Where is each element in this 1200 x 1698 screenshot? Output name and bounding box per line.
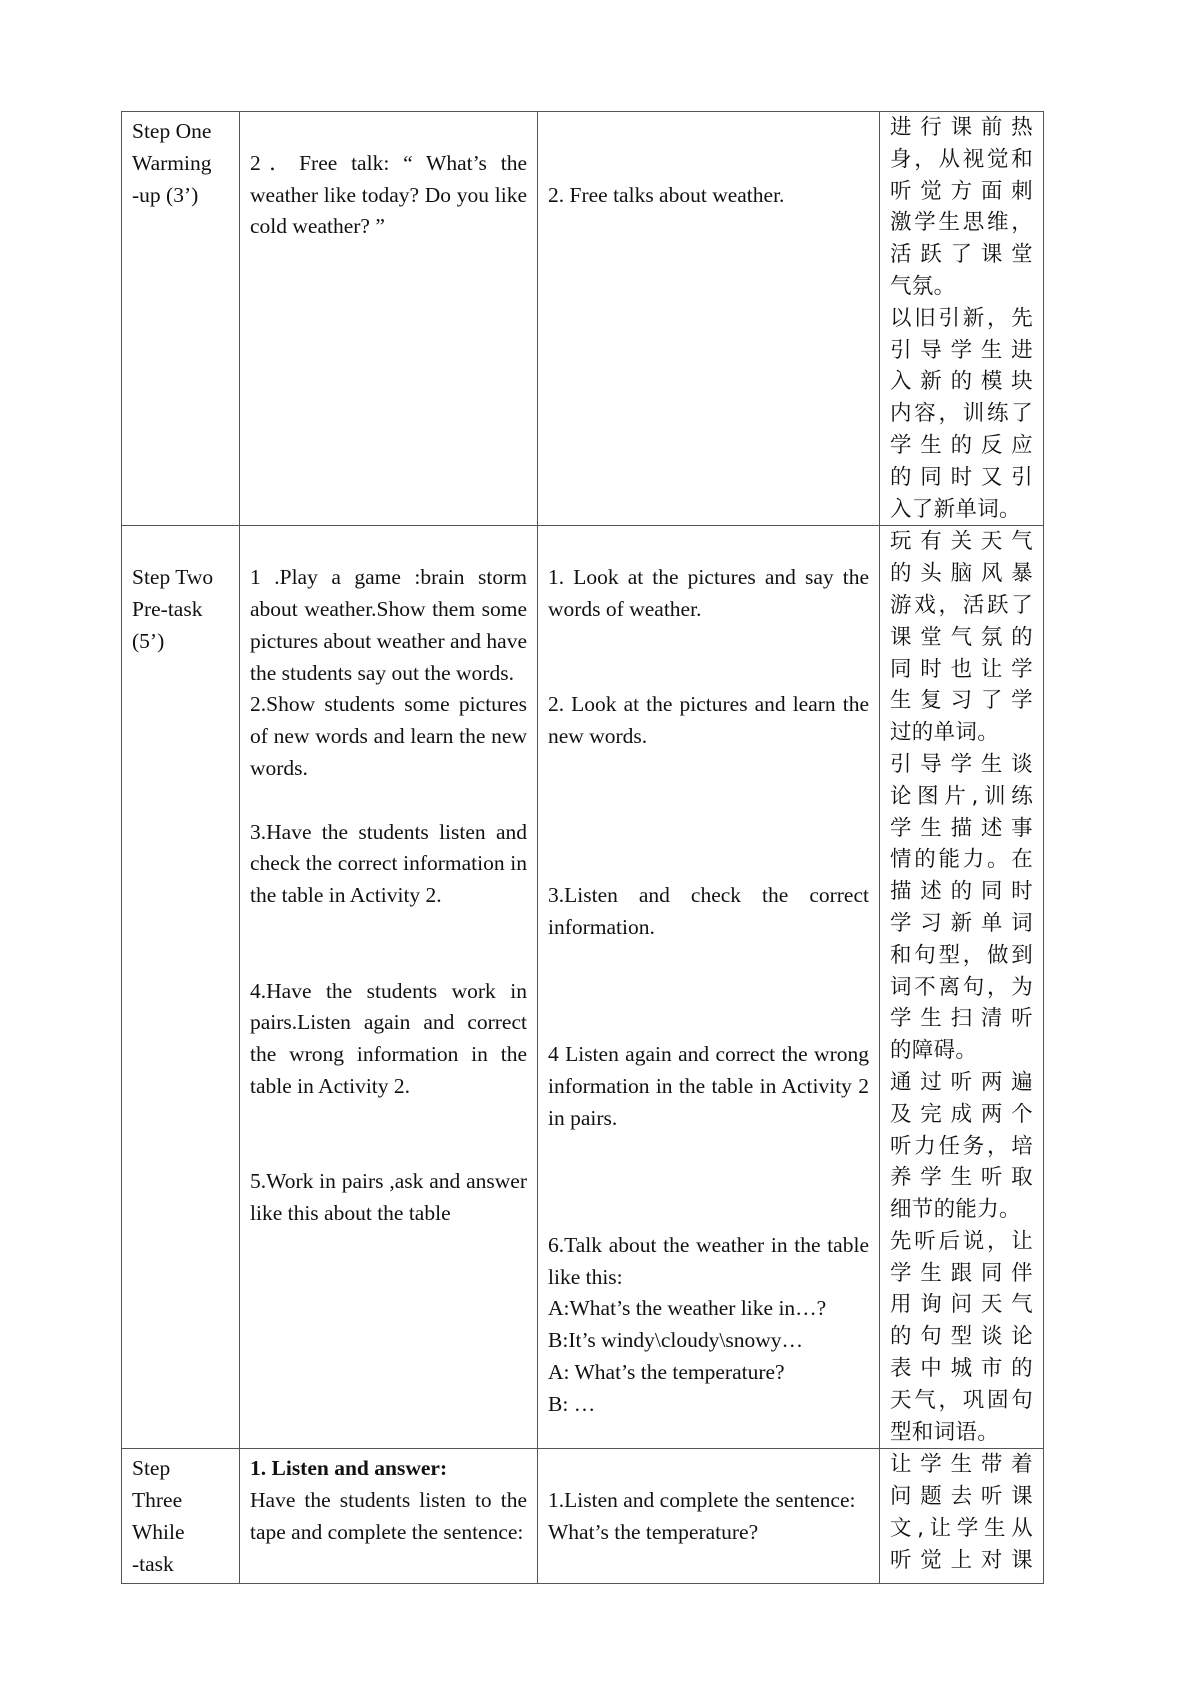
note-line: 学生的反应: [890, 432, 1033, 458]
note-line: 听力任务，培: [890, 1133, 1033, 1159]
note-line: 养学生听取: [890, 1165, 1033, 1191]
spacer: [548, 848, 869, 880]
teacher-activity-cell: [240, 1449, 538, 1583]
teacher-activity-cell: [240, 526, 538, 1449]
teacher-activity-cell: [240, 112, 538, 526]
note-line: 激学生思维，: [890, 210, 1033, 236]
note-line: 玩有关天气: [890, 529, 1033, 555]
table-row: [122, 112, 1044, 526]
teacher-activity-text: 2．Free talk: “ What’s the weather like today? Do you like cold weather? ”: [250, 150, 527, 239]
student-activity-text: What’s the temperature?: [548, 1520, 759, 1545]
note-line: 通过听两遍: [890, 1069, 1033, 1095]
spacer: [132, 530, 229, 562]
spacer: [548, 530, 869, 562]
student-activity-text: 2. Free talks about weather.: [548, 182, 785, 207]
note-line: 听觉上对课: [890, 1547, 1033, 1573]
note-line: 细节的能力。: [890, 1197, 1021, 1223]
spacer: [548, 1135, 869, 1167]
student-activity-text: 2. Look at the pictures and learn the new words.: [548, 692, 869, 749]
student-activity-cell: [538, 1449, 880, 1583]
note-line: 及完成两个: [890, 1101, 1033, 1127]
note-line: 的头脑风暴: [890, 561, 1033, 587]
teacher-activity-text: 5.Work in pairs ,ask and answer like this about the table: [250, 1169, 527, 1226]
table-row: [122, 1449, 1044, 1583]
step-label: Step One Warming -up (3’): [132, 119, 212, 207]
note-line: 天气，巩固句: [890, 1387, 1033, 1413]
dialogue-line: A: What’s the temperature?: [548, 1360, 785, 1385]
teacher-activity-text: 4.Have the students work in pairs.Listen again and correct the wrong information in the table in Activity 2.: [250, 978, 527, 1098]
spacer: [548, 1198, 869, 1230]
student-activity-cell: [538, 526, 880, 1449]
note-line: 用询问天气: [890, 1292, 1033, 1318]
student-activity-text: 1.Listen and complete the sentence:: [548, 1488, 856, 1513]
spacer: [250, 912, 527, 944]
note-line: 和句型，做到: [890, 942, 1033, 968]
note-line: 身，从视觉和: [890, 146, 1033, 172]
student-activity-text: 4 Listen again and correct the wrong information in the table in Activity 2 in pairs.: [548, 1042, 869, 1130]
table-row: [122, 526, 1044, 1449]
note-line: 引导学生进: [890, 337, 1033, 363]
note-line: 气氛。: [890, 273, 956, 299]
dialogue-line: B:It’s windy\cloudy\snowy…: [548, 1328, 804, 1353]
note-line: 型和词语。: [890, 1419, 1000, 1445]
teacher-activity-text: 3.Have the students listen and check the correct information in the table in Activity 2.: [250, 819, 527, 908]
step-label: Step Two Pre-task (5’): [132, 565, 214, 653]
note-line: 先听后说，让: [890, 1228, 1033, 1254]
step-cell: [122, 1449, 240, 1583]
spacer: [250, 1135, 527, 1167]
spacer: [548, 658, 869, 690]
spacer: [250, 785, 527, 817]
note-line: 文,让学生从: [890, 1516, 1033, 1542]
spacer: [548, 753, 869, 785]
spacer: [548, 148, 869, 180]
note-line: 的障碍。: [890, 1038, 978, 1064]
note-line: 入新的模块: [890, 369, 1033, 395]
note-line: 的同时又引: [890, 464, 1033, 490]
note-line: 描述的同时: [890, 879, 1033, 905]
note-line: 入了新单词。: [890, 496, 1021, 522]
spacer: [548, 1007, 869, 1039]
student-activity-text: 6.Talk about the weather in the table like this:: [548, 1232, 869, 1289]
spacer: [548, 976, 869, 1008]
note-line: 表中城市的: [890, 1356, 1033, 1382]
spacer: [548, 116, 869, 148]
design-intent-cell: [880, 1449, 1044, 1583]
step-cell: [122, 112, 240, 526]
note-line: 活跃了课堂: [890, 242, 1033, 268]
note-line: 的句型谈论: [890, 1324, 1033, 1350]
note-line: 过的单词。: [890, 720, 1000, 746]
note-line: 内容，训练了: [890, 401, 1033, 427]
spacer: [548, 785, 869, 817]
spacer: [250, 1103, 527, 1135]
note-line: 学生扫清听: [890, 1006, 1033, 1032]
design-intent-cell: [880, 526, 1044, 1449]
dialogue-line: A:What’s the weather like in…?: [548, 1296, 827, 1321]
note-line: 生复习了学: [890, 688, 1033, 714]
dialogue-line: B: …: [548, 1391, 596, 1416]
spacer: [548, 817, 869, 849]
note-line: 学生描述事: [890, 815, 1033, 841]
note-line: 进行课前热: [890, 115, 1033, 140]
note-line: 以旧引新，先: [890, 305, 1033, 331]
note-line: 让学生带着: [890, 1452, 1033, 1478]
step-label: Step Three While -task: [132, 1456, 185, 1576]
note-line: 学生跟同伴: [890, 1260, 1033, 1286]
spacer: [548, 1453, 869, 1485]
note-line: 同时也让学: [890, 656, 1033, 682]
student-activity-text: 1. Look at the pictures and say the words of weather.: [548, 565, 869, 621]
teacher-activity-text: Have the students listen to the tape and complete the sentence:: [250, 1488, 527, 1545]
section-heading: 1. Listen and answer:: [250, 1456, 448, 1481]
design-intent-cell: [880, 112, 1044, 526]
spacer: [250, 944, 527, 976]
teacher-activity-text: 2.Show students some pictures of new words and learn the new words.: [250, 692, 527, 780]
note-line: 论图片,训练: [890, 783, 1033, 809]
note-line: 词不离句，为: [890, 974, 1033, 1000]
student-activity-text: 3.Listen and check the correct information.: [548, 883, 869, 939]
spacer: [548, 626, 869, 658]
spacer: [548, 944, 869, 976]
lesson-plan-table-container: [121, 111, 1043, 1584]
spacer: [250, 530, 527, 562]
note-line: 听觉方面刺: [890, 178, 1033, 204]
spacer: [548, 1166, 869, 1198]
teacher-activity-text: 1 .Play a game :brain storm about weather.Show them some pictures about weather and have the students say out the words.: [250, 565, 527, 685]
note-line: 情的能力。在: [890, 847, 1033, 873]
student-activity-cell: [538, 112, 880, 526]
note-line: 问题去听课: [890, 1484, 1033, 1510]
note-line: 游戏，活跃了: [890, 592, 1033, 618]
spacer: [250, 116, 527, 148]
lesson-plan-table: [121, 111, 1044, 1584]
note-line: 学习新单词: [890, 910, 1033, 936]
note-line: 引导学生谈: [890, 751, 1033, 777]
note-line: 课堂气氛的: [890, 624, 1033, 650]
step-cell: [122, 526, 240, 1449]
